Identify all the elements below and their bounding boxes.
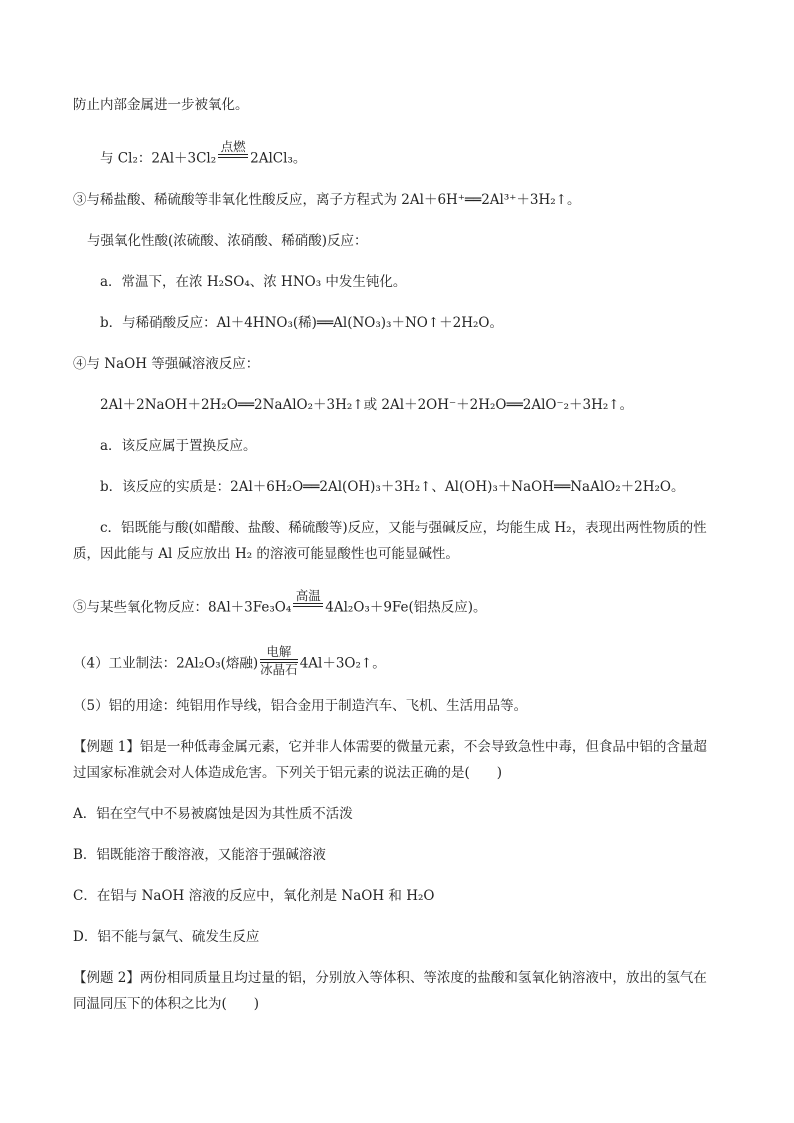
- equation-industrial-right: 4Al＋3O₂↑。: [299, 655, 386, 672]
- reaction-condition-high-temp: 高温: [293, 589, 323, 621]
- example-1-line-1: 【例题 1】铝是一种低毒金属元素，它并非人体需要的微量元素，不会导致急性中毒，但食品中铝的含量超: [73, 739, 707, 755]
- text-line-dilute-nitric: b．与稀硝酸反应：Al＋4HNO₃(稀)══Al(NO₃)₃＋NO↑＋2H₂O。: [100, 315, 503, 331]
- text-line-strong-oxidizing-acid: 与强氧化性酸(浓硫酸、浓硝酸、稀硝酸)反应：: [87, 233, 368, 249]
- text-line-passivation: a．常温下，在浓 H₂SO₄、浓 HNO₃ 中发生钝化。: [100, 274, 407, 290]
- text-line-amphoteric-2: 质，因此能与 Al 反应放出 H₂ 的溶液可能显酸性也可能显碱性。: [73, 546, 459, 562]
- equation-naoh: 2Al＋2NaOH＋2H₂O══2NaAlO₂＋3H₂↑或 2Al＋2OH⁻＋2H₂O══2AlO⁻₂＋3H₂↑。: [100, 397, 634, 413]
- equation-cl2-right: 2AlCl₃。: [250, 150, 307, 167]
- reaction-condition-ignite: 点燃: [218, 140, 248, 172]
- option-d: D．铝不能与氯气、硫发生反应: [73, 929, 260, 945]
- reaction-condition-electrolysis: 电解 冰晶石: [260, 644, 298, 677]
- text-line-dilute-acid: ③与稀盐酸、稀硫酸等非氧化性酸反应，离子方程式为 2Al＋6H⁺══2Al³⁺＋3H₂↑。: [73, 192, 581, 208]
- equation-cl2: [100, 139, 307, 175]
- example-2-line-2: 同温同压下的体积之比为( ): [73, 996, 260, 1012]
- equation-industrial-left: （4）工业制法：2Al₂O₃(熔融): [73, 655, 259, 672]
- equation-industrial: [73, 644, 386, 680]
- option-a: A．铝在空气中不易被腐蚀是因为其性质不活泼: [73, 806, 353, 822]
- equation-thermite-right: 4Al₂O₃＋9Fe(铝热反应)。: [325, 599, 487, 616]
- text-line-oxidation: 防止内部金属进一步被氧化。: [73, 97, 249, 113]
- text-line-strong-base: ④与 NaOH 等强碱溶液反应：: [73, 356, 260, 372]
- example-2-line-1: 【例题 2】两份相同质量且均过量的铝，分别放入等体积、等浓度的盐酸和氢氧化钠溶液中，放出的氢气在: [73, 970, 707, 986]
- example-1-line-2: 过国家标准就会对人体造成危害。下列关于铝元素的说法正确的是( ): [73, 765, 503, 781]
- equation-thermite: [73, 588, 487, 624]
- option-b: B．铝既能溶于酸溶液，又能溶于强碱溶液: [73, 847, 326, 863]
- text-line-essence: b．该反应的实质是：2Al＋6H₂O══2Al(OH)₃＋3H₂↑、Al(OH)₃＋NaOH══NaAlO₂＋2H₂O。: [100, 479, 685, 495]
- equation-cl2-left: 与 Cl₂：2Al＋3Cl₂: [100, 150, 217, 167]
- text-line-uses: （5）铝的用途：纯铝用作导线，铝合金用于制造汽车、飞机、生活用品等。: [73, 698, 528, 714]
- text-line-amphoteric-1: c．铝既能与酸(如醋酸、盐酸、稀硫酸等)反应，又能与强碱反应，均能生成 H₂，表现出两性物质的性: [100, 520, 707, 536]
- option-c: C．在铝与 NaOH 溶液的反应中，氧化剂是 NaOH 和 H₂O: [73, 888, 435, 904]
- equation-thermite-left: ⑤与某些氧化物反应：8Al＋3Fe₃O₄: [73, 599, 292, 616]
- text-line-displacement: a．该反应属于置换反应。: [100, 438, 257, 454]
